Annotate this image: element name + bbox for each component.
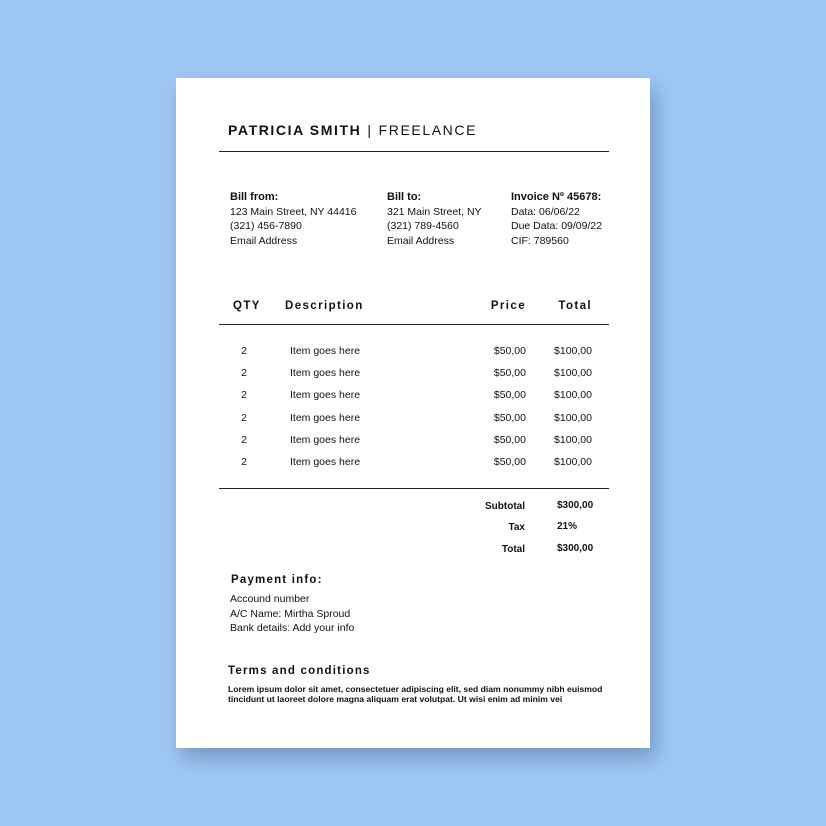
- row-qty: 2: [241, 367, 247, 379]
- payment-info-block: [230, 592, 354, 636]
- terms-line: Lorem ipsum dolor sit amet, consectetuer adipiscing elit, sed diam nonummy nibh euismod: [228, 684, 603, 694]
- row-total: $100,00: [554, 389, 592, 401]
- row-price: $50,00: [493, 345, 526, 357]
- row-qty: 2: [241, 389, 247, 401]
- bill-to-address: 321 Main Street, NY: [387, 205, 482, 218]
- bill-to-phone: (321) 789-4560: [387, 220, 459, 232]
- bill-from-phone: (321) 456-7890: [230, 220, 302, 232]
- invoice-cif: CIF: 789560: [511, 234, 569, 247]
- bill-from-address: 123 Main Street, NY 44416: [230, 205, 357, 218]
- row-description: Item goes here: [290, 389, 361, 401]
- invoice-number: Invoice Nº 45678:: [511, 191, 602, 203]
- row-total: $100,00: [554, 456, 592, 468]
- row-total: $100,00: [554, 345, 592, 357]
- row-qty: 2: [241, 345, 247, 357]
- row-qty: 2: [241, 456, 247, 468]
- row-qty: 2: [241, 412, 247, 424]
- invoice-date: Data: 06/06/22: [511, 205, 580, 218]
- invoice-info-block: [511, 190, 602, 248]
- column-header-total: Total: [558, 300, 592, 312]
- row-price: $50,00: [493, 412, 526, 424]
- row-description: Item goes here: [290, 345, 361, 357]
- freelancer-role: FREELANCE: [378, 122, 478, 138]
- bill-to-block: [387, 190, 482, 248]
- row-total: $100,00: [554, 434, 592, 446]
- terms-line: tincidunt ut laoreet dolore magna aliquam erat volutpat. Ut wisi enim ad minim vei: [228, 694, 563, 704]
- total-value: $300,00: [557, 543, 594, 554]
- terms-text: [228, 684, 602, 704]
- tax-value: 21%: [557, 521, 578, 532]
- column-header-price: Price: [490, 300, 526, 312]
- row-description: Item goes here: [290, 456, 361, 468]
- row-total: $100,00: [554, 367, 592, 379]
- column-header-description: Description: [285, 300, 364, 312]
- terms-title: Terms and conditions: [228, 665, 371, 677]
- total-label: Total: [501, 544, 525, 555]
- row-description: Item goes here: [290, 412, 361, 424]
- payment-account-number: Accound number: [230, 593, 310, 605]
- payment-account-name: A/C Name: Mirtha Sproud: [230, 607, 351, 620]
- bill-from-block: [230, 190, 356, 248]
- bill-from-email: Email Address: [230, 234, 298, 247]
- bill-to-title: Bill to:: [387, 191, 422, 203]
- bill-to-email: Email Address: [387, 234, 455, 247]
- header-divider: [219, 151, 609, 152]
- payment-info-title: Payment info:: [231, 574, 323, 586]
- freelancer-name: PATRICIA SMITH: [228, 122, 362, 138]
- invoice-due-date: Due Data: 09/09/22: [511, 220, 603, 232]
- bill-from-title: Bill from:: [230, 191, 279, 203]
- table-header-divider: [219, 324, 609, 325]
- subtotal-label: Subtotal: [485, 501, 525, 512]
- column-header-qty: QTY: [233, 300, 261, 312]
- tax-label: Tax: [508, 522, 525, 533]
- invoice-sheet: [176, 78, 650, 748]
- row-total: $100,00: [554, 412, 592, 424]
- invoice-header: [228, 122, 477, 138]
- payment-bank-details: Bank details: Add your info: [230, 622, 355, 634]
- row-price: $50,00: [493, 367, 526, 379]
- row-description: Item goes here: [290, 434, 361, 446]
- row-price: $50,00: [493, 389, 526, 401]
- subtotal-value: $300,00: [557, 500, 594, 511]
- row-price: $50,00: [493, 434, 526, 446]
- header-separator: |: [367, 122, 373, 138]
- table-footer-divider: [219, 488, 609, 489]
- row-description: Item goes here: [290, 367, 361, 379]
- row-qty: 2: [241, 434, 247, 446]
- row-price: $50,00: [493, 456, 526, 468]
